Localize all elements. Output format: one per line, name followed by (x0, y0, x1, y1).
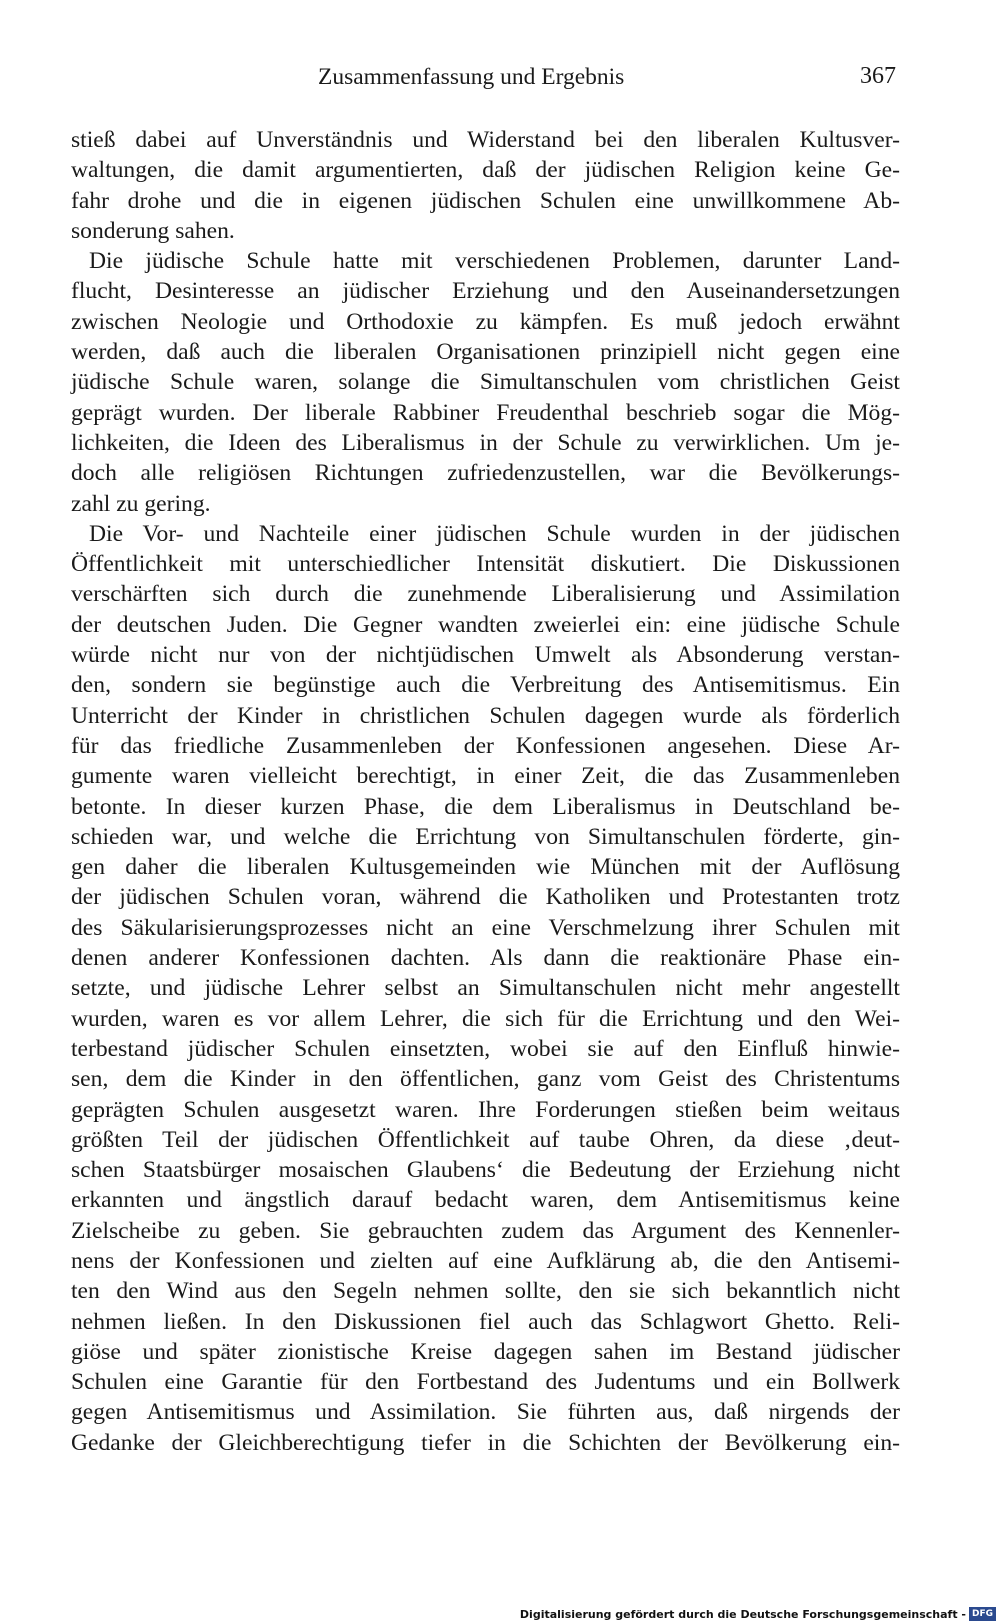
text-line: gumente waren vielleicht berechtigt, in einer Zeit, die das Zusammenleben (71, 763, 900, 790)
text-line: jüdische Schule waren, solange die Simultanschulen vom christlichen Geist (71, 369, 900, 396)
text-line: Schulen eine Garantie für den Fortbestand des Judentums und ein Bollwerk (71, 1369, 900, 1396)
text-line: nehmen ließen. In den Diskussionen fiel auch das Schlagwort Ghetto. Reli- (71, 1308, 900, 1335)
text-line: sen, dem die Kinder in den öffentlichen, ganz vom Geist des Christentums (71, 1066, 900, 1093)
text-line: der jüdischen Schulen voran, während die Katholiken und Protestanten trotz (71, 884, 900, 911)
text-line: ten den Wind aus den Segeln nehmen sollte, den sie sich bekanntlich nicht (71, 1278, 900, 1305)
text-line: verschärften sich durch die zunehmende Liberalisierung und Assimilation (71, 581, 900, 608)
text-line: denen anderer Konfessionen dachten. Als dann die reaktionäre Phase ein- (71, 945, 900, 972)
text-line: gegen Antisemitismus und Assimilation. Sie führten aus, daß nirgends der (71, 1399, 900, 1426)
text-line: für das friedliche Zusammenleben der Konfessionen angesehen. Diese Ar- (71, 732, 900, 759)
text-line: terbestand jüdischer Schulen einsetzten, wobei sie auf den Einfluß hinwie- (71, 1035, 900, 1062)
text-line: Gedanke der Gleichberechtigung tiefer in die Schichten der Bevölkerung ein- (71, 1429, 900, 1456)
text-line: geprägten Schulen ausgesetzt waren. Ihre Forderungen stießen beim weitaus (71, 1096, 900, 1123)
page-number: 367 (860, 63, 896, 89)
text-line: werden, daß auch die liberalen Organisationen prinzipiell nicht gegen eine (71, 339, 900, 366)
text-line: setzte, und jüdische Lehrer selbst an Simultanschulen nicht mehr angestellt (71, 975, 900, 1002)
text-line: Die Vor- und Nachteile einer jüdischen Schule wurden in der jüdischen (89, 520, 900, 547)
text-line: doch alle religiösen Richtungen zufriedenzustellen, war die Bevölkerungs- (71, 460, 900, 487)
text-line: zwischen Neologie und Orthodoxie zu kämpfen. Es muß jedoch erwähnt (71, 308, 900, 335)
text-line: sonderung sahen. (71, 217, 235, 244)
text-line: lichkeiten, die Ideen des Liberalismus in der Schule zu verwirklichen. Um je- (71, 429, 900, 456)
footer-credit: Digitalisierung gefördert durch die Deutsche Forschungsgemeinschaft - (519, 1607, 966, 1621)
text-line: erkannten und ängstlich darauf bedacht waren, dem Antisemitismus keine (71, 1187, 900, 1214)
text-line: wurden, waren es vor allem Lehrer, die sich für die Errichtung und den Wei- (71, 1005, 900, 1032)
text-line: geprägt wurden. Der liberale Rabbiner Freudenthal beschrieb sogar die Mög- (71, 399, 900, 426)
text-line: gen daher die liberalen Kultusgemeinden wie München mit der Auflösung (71, 854, 900, 881)
text-line: betonte. In dieser kurzen Phase, die dem Liberalismus in Deutschland be- (71, 793, 900, 820)
text-line: den, sondern sie begünstige auch die Verbreitung des Antisemitismus. Ein (71, 672, 900, 699)
text-line: größten Teil der jüdischen Öffentlichkeit auf taube Ohren, da diese ‚deut- (71, 1126, 900, 1153)
text-line: des Säkularisierungsprozesses nicht an eine Verschmelzung ihrer Schulen mit (71, 914, 900, 941)
text-line: Zielscheibe zu geben. Sie gebrauchten zudem das Argument des Kennenler- (71, 1217, 900, 1244)
text-line: der deutschen Juden. Die Gegner wandten zweierlei ein: eine jüdische Schule (71, 611, 900, 638)
text-line: flucht, Desinteresse an jüdischer Erziehung und den Auseinandersetzungen (71, 278, 900, 305)
text-line: zahl zu gering. (71, 490, 211, 517)
text-line: fahr drohe und die in eigenen jüdischen Schulen eine unwillkommene Ab- (71, 187, 900, 214)
text-line: Die jüdische Schule hatte mit verschiedenen Problemen, darunter Land- (89, 248, 900, 275)
text-line: schen Staatsbürger mosaischen Glaubens‘ die Bedeutung der Erziehung nicht (71, 1157, 900, 1184)
text-line: Öffentlichkeit mit unterschiedlicher Intensität diskutiert. Die Diskussionen (71, 551, 900, 578)
body-text (71, 125, 900, 1458)
dfg-logo: DFG (969, 1607, 996, 1621)
digitization-footer (520, 1606, 996, 1622)
text-line: schieden war, und welche die Errichtung von Simultanschulen förderte, gin- (71, 823, 900, 850)
text-line: nens der Konfessionen und zielten auf eine Aufklärung ab, die den Antisemi- (71, 1247, 900, 1274)
text-line: Unterricht der Kinder in christlichen Schulen dagegen wurde als förderlich (71, 702, 900, 729)
text-line: stieß dabei auf Unverständnis und Widerstand bei den liberalen Kultusver- (71, 127, 900, 153)
text-line: giöse und später zionistische Kreise dagegen sahen im Bestand jüdischer (71, 1338, 900, 1365)
text-line: würde nicht nur von der nichtjüdischen Umwelt als Absonderung verstan- (71, 642, 900, 669)
text-line: waltungen, die damit argumentierten, daß der jüdischen Religion keine Ge- (71, 157, 900, 184)
running-head-title: Zusammenfassung und Ergebnis (318, 64, 625, 90)
